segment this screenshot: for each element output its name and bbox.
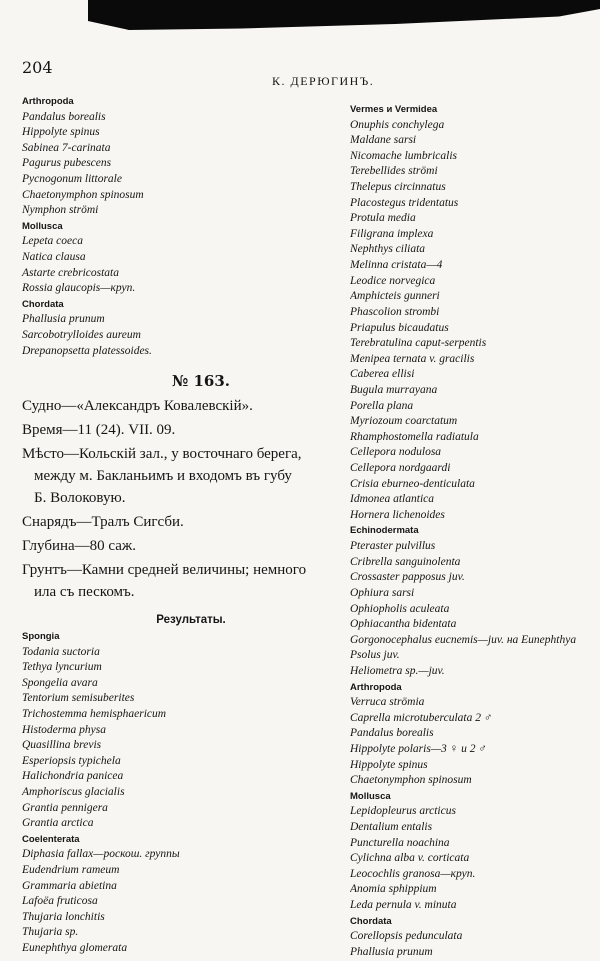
taxa-list-top	[22, 94, 340, 359]
taxon-entry: Histoderma physa	[22, 723, 107, 736]
taxon-entry: Ophiacantha bidentata	[350, 618, 457, 631]
taxon-entry: Lepidopleurus arcticus	[350, 805, 456, 818]
scan-edge-shadow	[88, 0, 600, 30]
taxon-entry: Phascolion strombi	[350, 305, 440, 318]
taxon-entry: Leodice norvegica	[350, 274, 436, 287]
taxon-entry: Quasillina brevis	[22, 739, 102, 752]
taxon-entry: Hippolyte polaris—3 ♀ и 2 ♂	[350, 742, 488, 755]
taxon-entry: Thelepus circinnatus	[350, 181, 446, 194]
station-place-cont: Б. Волоковую.	[34, 490, 126, 507]
taxon-entry: Rossia glaucopis—круп.	[22, 282, 136, 295]
taxon-entry: Sabinea 7-carinata	[22, 141, 111, 154]
taxon-entry: Heliometra sp.—juv.	[350, 664, 445, 677]
station-place-cont: между м. Бакланьимъ и входомъ въ губу	[34, 468, 292, 485]
taxon-entry: Cylichna alba v. corticata	[350, 852, 470, 865]
taxon-entry: Caberea ellisi	[350, 368, 415, 381]
taxon-entry: Lepeta coeca	[22, 235, 83, 248]
taxon-entry: Rhamphostomella radiatula	[350, 430, 479, 443]
taxon-entry: Pagurus pubescens	[22, 157, 112, 170]
taxon-entry: Thujaria sp.	[22, 926, 79, 939]
taxon-entry: Gorgonocephalus eucnemis—juv. на Eunephthya	[350, 633, 577, 646]
taxon-entry: Ophiopholis aculeata	[350, 602, 450, 615]
right-column	[350, 102, 600, 961]
taxon-entry: Nymphon strömi	[22, 204, 99, 217]
station-depth: Глубина—80 саж.	[22, 538, 137, 555]
taxon-entry: Sarcobotrylloides aureum	[22, 328, 141, 341]
taxon-entry: Tethya lyncurium	[22, 661, 102, 674]
taxon-group-heading: Mollusca	[22, 220, 63, 232]
taxon-group-heading: Chordata	[350, 915, 392, 927]
station-number: № 163.	[171, 372, 231, 391]
taxon-entry: Leda pernula v. minuta	[350, 899, 457, 912]
taxon-entry: Nephthys ciliata	[350, 243, 426, 256]
taxon-entry: Psolus juv.	[350, 649, 400, 662]
taxon-entry: Filigrana implexa	[350, 227, 434, 240]
page-number: 204	[22, 58, 53, 77]
taxon-entry: Esperiopsis typichela	[22, 754, 121, 767]
taxon-entry: Eudendrium rameum	[22, 864, 120, 876]
taxon-entry: Grammaria abietina	[22, 879, 117, 892]
taxon-entry: Amphoriscus glacialis	[22, 786, 125, 799]
taxon-entry: Corellopsis pedunculata	[350, 930, 463, 943]
left-column	[22, 94, 340, 957]
station-vessel: Судно—«Александръ Ковалевскій».	[22, 398, 253, 415]
taxon-entry: Puncturella noachina	[350, 836, 450, 849]
station-bottom-cont: ила съ пескомъ.	[34, 584, 135, 601]
taxon-entry: Bugula murrayana	[350, 383, 438, 396]
taxon-entry: Lafoëa fruticosa	[22, 895, 98, 908]
taxon-group-heading: Coelenterata	[22, 833, 80, 845]
taxon-group-heading: Chordata	[22, 298, 64, 310]
taxon-entry: Dentalium entalis	[350, 821, 433, 834]
taxon-entry: Crossaster papposus juv.	[350, 571, 465, 584]
taxon-entry: Natica clausa	[22, 250, 86, 263]
taxon-entry: Nicomache lumbricalis	[350, 149, 457, 162]
taxon-entry: Spongelia avara	[22, 676, 98, 689]
taxon-group-heading: Arthropoda	[22, 96, 74, 107]
taxon-entry: Astarte crebricostata	[22, 266, 119, 279]
taxon-group-heading: Arthropoda	[350, 681, 402, 693]
taxon-entry: Anomia sphippium	[350, 883, 437, 896]
taxon-group-heading: Mollusca	[350, 790, 391, 802]
taxon-entry: Placostegus tridentatus	[350, 196, 459, 209]
taxon-entry: Protula media	[350, 212, 416, 225]
taxa-list-right	[350, 102, 600, 961]
taxon-entry: Tentorium semisuberites	[22, 692, 135, 705]
taxon-entry: Phallusia prunum	[350, 945, 433, 958]
taxon-entry: Ophiura sarsi	[350, 586, 415, 599]
taxon-entry: Trichostemma hemisphaericum	[22, 708, 167, 721]
taxon-entry: Hippolyte spinus	[22, 126, 100, 139]
taxon-entry: Myriozoum coarctatum	[350, 415, 458, 428]
taxon-entry: Chaetonymphon spinosum	[350, 774, 472, 787]
taxon-entry: Amphicteis gunneri	[350, 290, 440, 303]
taxon-entry: Cellepora nodulosa	[350, 446, 442, 459]
taxon-entry: Terebratulina caput-serpentis	[350, 337, 487, 350]
taxon-entry: Hornera lichenoides	[350, 508, 445, 521]
taxon-entry: Pandalus borealis	[350, 727, 434, 740]
taxon-entry: Menipea ternata v. gracilis	[350, 352, 475, 365]
taxon-entry: Cellepora nordgaardi	[350, 462, 451, 475]
taxon-entry: Verruca strömia	[350, 696, 425, 709]
taxon-entry: Porella plana	[350, 399, 414, 412]
taxon-entry: Priapulus bicaudatus	[350, 321, 449, 334]
station-gear: Снарядъ—Тралъ Сигсби.	[22, 514, 184, 531]
taxon-entry: Crisia eburneo-denticulata	[350, 477, 475, 490]
taxon-entry: Pteraster pulvillus	[350, 540, 436, 553]
station-date: Время—11 (24). VII. 09.	[22, 422, 176, 439]
taxa-list-bottom	[22, 629, 340, 956]
taxon-entry: Grantia arctica	[22, 817, 94, 830]
taxon-entry: Maldane sarsi	[350, 134, 417, 147]
taxon-entry: Hippolyte spinus	[350, 758, 428, 771]
taxon-entry: Pycnogonum littorale	[22, 172, 122, 185]
taxon-group-heading: Vermes и Vermidea	[350, 104, 438, 115]
taxon-entry: Eunephthya glomerata	[22, 941, 128, 954]
taxon-group-heading: Echinodermata	[350, 525, 419, 537]
taxon-entry: Phallusia prunum	[22, 313, 105, 326]
station-bottom: Грунтъ—Камни средней величины; немного	[22, 562, 307, 579]
station-place: Мѣсто—Кольскій зал., у восточнаго берега,	[22, 446, 302, 463]
taxon-entry: Drepanopsetta platessoides.	[22, 344, 152, 357]
taxon-entry: Pandalus borealis	[22, 110, 106, 123]
taxon-entry: Grantia pennigera	[22, 801, 108, 814]
results-heading: Результаты.	[156, 614, 226, 627]
taxon-entry: Thujaria lonchitis	[22, 910, 105, 923]
taxon-entry: Halichondria panicea	[22, 770, 124, 783]
taxon-entry: Chaetonymphon spinosum	[22, 188, 144, 201]
taxon-entry: Terebellides strömi	[350, 165, 438, 178]
taxon-entry: Idmonea atlantica	[350, 493, 434, 506]
taxon-entry: Diphasia fallax—роскош. группы	[22, 848, 180, 861]
taxon-entry: Caprella microtuberculata 2 ♂	[350, 711, 493, 724]
taxon-entry: Todania suctoria	[22, 645, 100, 658]
taxon-entry: Melinna cristata—4	[350, 259, 443, 272]
taxon-group-heading: Spongia	[22, 631, 60, 643]
taxon-entry: Onuphis conchylega	[350, 118, 445, 131]
taxon-entry: Leocochlis granosa—круп.	[350, 867, 476, 880]
taxon-entry: Cribrella sanguinolenta	[350, 555, 461, 568]
running-head: К. ДЕРЮГИНЪ.	[272, 74, 375, 88]
